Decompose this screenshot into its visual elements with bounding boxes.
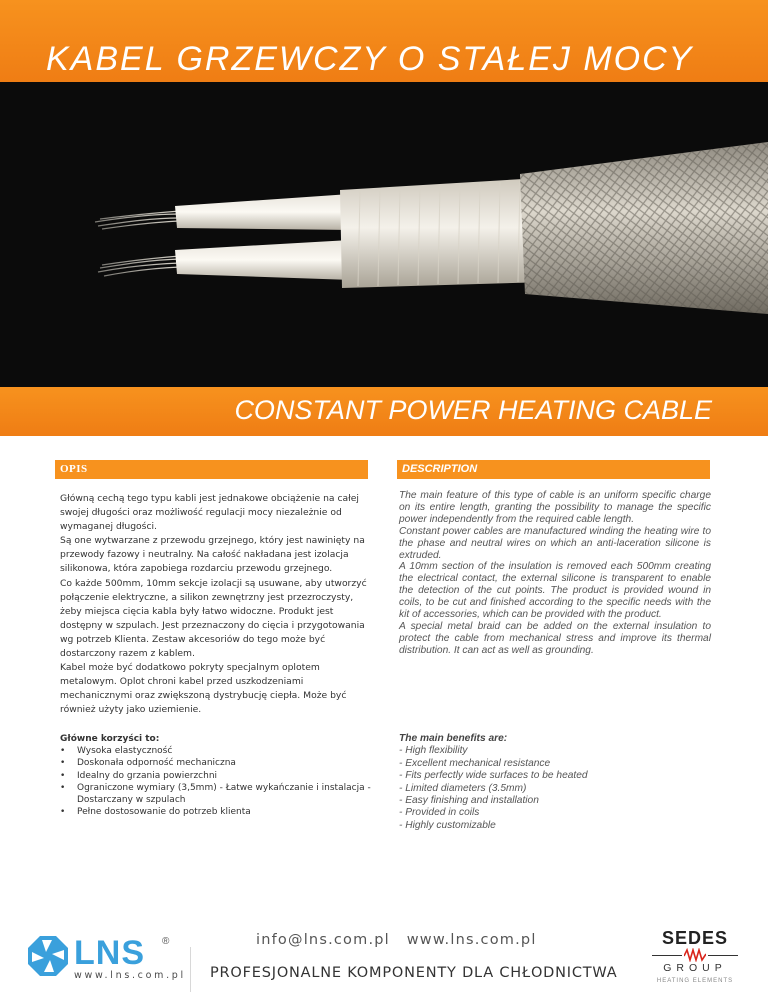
description-pl — [60, 492, 375, 718]
sedes-line-left — [652, 955, 682, 956]
list-item: - Highly customizable — [399, 819, 496, 831]
list-item: • Wysoka elastyczność — [60, 745, 380, 757]
sedes-sub: HEATING ELEMENTS — [656, 978, 734, 984]
list-item: - Limited diameters (3.5mm) — [399, 782, 527, 794]
sedes-line-right — [708, 955, 738, 956]
sedes-group: GROUP — [663, 962, 727, 974]
paragraph: A 10mm section of the insulation is removed each 500mm creating the electrical contact, the external silicone is transparent to enable the detection of the cut points. The product is provided wound in coils, to be cut and finished according to the specific needs with the kit of accessories, which can be provided with the product. — [399, 561, 711, 621]
benefits-list — [399, 745, 711, 832]
list-item: • Doskonała odporność mechaniczna — [60, 757, 380, 769]
paragraph: Co każde 500mm, 10mm sekcje izolacji są usuwane, aby utworzyć połączenie elektryczne, a silikon zewnętrzny jest przezroczysty, żeby miejsca cięcia kabla były łatwo widoczne. Produkt jest dostępny w szpulach. Jest przeznaczony do cięcia i przygotowania wg potrzeb Klienta. Zestaw akcesoriów do tego może być dostarczony razem z kablem. — [60, 577, 367, 660]
list-item: • Pełne dostosowanie do potrzeb klienta — [60, 806, 380, 818]
inner-wires — [175, 194, 352, 280]
list-item: • Idealny do grzania powierzchni — [60, 770, 380, 782]
lns-logo-text: LNS — [74, 934, 145, 972]
english-title-band — [0, 387, 768, 436]
footer-contact — [256, 932, 537, 948]
list-item: - High flexibility — [399, 745, 468, 757]
lns-url: www.lns.com.pl — [74, 970, 186, 981]
registered-mark: ® — [162, 936, 170, 947]
list-item: - Fits perfectly wide surfaces to be heated — [399, 770, 588, 782]
list-item: - Easy finishing and installation — [399, 795, 539, 807]
aperture-icon — [28, 936, 68, 976]
heating-cable-photo — [0, 82, 768, 387]
description-en — [399, 490, 711, 657]
section-heading-pl: OPIS — [55, 460, 368, 479]
paragraph: Kabel może być dodatkowo pokryty specjalnym oplotem metalowym. Oplot chroni kabel przed uszkodzeniami mechanicznymi oraz zwiększoną dystrybucję ciepła. Może być również użyty jako uziemienie. — [60, 662, 347, 716]
paragraph: Główną cechą tego typu kabli jest jednakowe obciążenie na całej swojej długości oraz możliwość regulacji mocy niezależnie od wymaganej długości. — [60, 493, 359, 533]
list-item: - Provided in coils — [399, 807, 480, 819]
paragraph: Constant power cables are manufactured winding the heating wire to the phase and neutral wires on which an anti-laceration silicone is extruded. — [399, 525, 711, 561]
footer-tagline: PROFESJONALNE KOMPONENTY DLA CHŁODNICTWA — [210, 965, 618, 981]
metal-braid — [520, 142, 768, 314]
paragraph: A special metal braid can be added on the external insulation to protect the cable from mechanical stress and improve its thermal distribution. It can act as well as grounding. — [399, 620, 711, 656]
benefits-list — [60, 745, 380, 818]
lns-logo-mark — [20, 922, 180, 994]
section-heading-en: DESCRIPTION — [397, 460, 710, 479]
footer-divider — [190, 947, 191, 992]
top-header-band — [0, 0, 768, 82]
page-title-pl: KABEL GRZEWCZY O STAŁEJ MOCY — [46, 40, 694, 78]
email-link[interactable]: info@lns.com.pl — [256, 932, 390, 948]
cable-illustration — [0, 82, 768, 387]
benefits-en — [399, 733, 711, 832]
sedes-logo[interactable] — [640, 928, 750, 992]
paragraph: Są one wytwarzane z przewodu grzejnego, który jest nawinięty na przewody fazowy i neutralny. Na całość nakładana jest izolacja silikonowa, która zapobiega rozdarciu przewodu grzejnego. — [60, 535, 365, 575]
lns-logo[interactable] — [20, 922, 180, 994]
list-item: • Ograniczone wymiary (3,5mm) - Łatwe wykańczanie i instalacja - Dostarczany w szpulach — [60, 782, 380, 806]
list-item: - Excellent mechanical resistance — [399, 757, 551, 769]
heating-coil-icon — [684, 948, 706, 962]
exposed-strands — [95, 211, 180, 276]
benefits-heading: Główne korzyści to: — [60, 734, 160, 744]
paragraph: The main feature of this type of cable is an uniform specific charge on its entire length, granting the possibility to manage the specific power independently from the required cable length. — [399, 490, 711, 525]
benefits-heading: The main benefits are: — [399, 733, 508, 744]
website-link[interactable]: www.lns.com.pl — [406, 932, 537, 948]
sedes-name: SEDES — [661, 928, 729, 948]
silicone-jacket — [340, 178, 548, 288]
page-title-en: CONSTANT POWER HEATING CABLE — [234, 395, 712, 425]
benefits-pl — [60, 733, 380, 818]
